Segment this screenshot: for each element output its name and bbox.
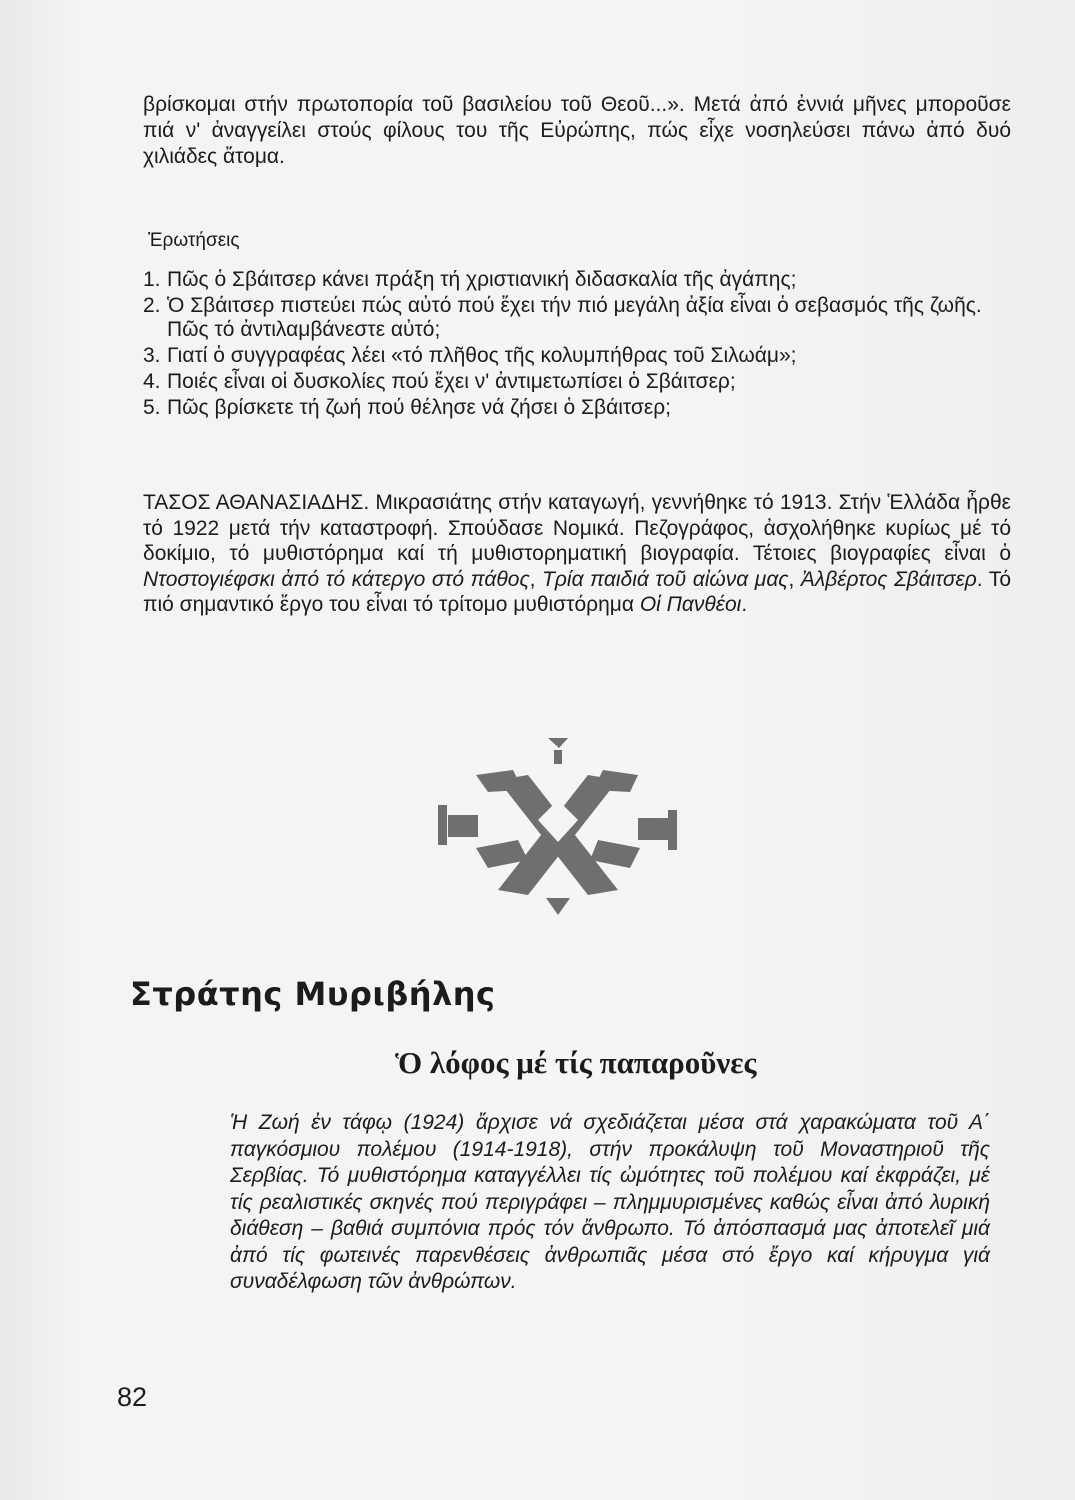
bio-separator: , — [788, 567, 801, 591]
bio-book-title: Τρία παιδιά τοῦ αἰώνα μας — [542, 567, 789, 591]
question-text: Ποιές εἶναι οἱ δυσκολίες πού ἔχει ν' ἀντιμετωπίσει ὁ Σβάιτσερ; — [167, 370, 736, 393]
ornament-block — [638, 818, 668, 840]
ornament-bar — [438, 805, 447, 845]
question-item — [143, 344, 1011, 368]
author-name: Στράτης Μυριβήλης — [130, 975, 496, 1013]
question-number: 3. — [143, 344, 161, 367]
bio-book-title: Ἀλβέρτος Σβάιτσερ — [800, 567, 977, 591]
ornament-bar — [668, 810, 677, 850]
question-text: Γιατί ὁ συγγραφέας λέει «τό πλῆθος τῆς κολυμπήθρας τοῦ Σιλωάμ»; — [167, 344, 797, 367]
bio-separator: , — [529, 567, 543, 591]
questions-list — [143, 268, 1011, 422]
ornament-mark — [554, 750, 562, 764]
cross-ornament-icon — [418, 730, 698, 920]
bio-text: ΤΑΣΟΣ ΑΘΑΝΑΣΙΑΔΗΣ. Μικρασιάτης στήν καταγωγή, γεννήθηκε τό 1913. Στήν Ἑλλάδα ἦρθε τό 1922 μετά τήν καταστροφή. Σπούδασε Νομικά. Πεζογράφος, ἀσχολήθηκε κυρίως μέ τό δοκίμιο, τό μυθιστόρημα καί τή μυθιστορηματική βιογραφία. Τέτοιες βιογραφίες εἶναι ὁ — [143, 491, 1011, 565]
ornament-arm — [590, 840, 640, 868]
bio-text: . Τό πιό σημαντικό ἔργο του εἶναι τό τρίτομο μυθιστόρημα — [143, 567, 1012, 616]
work-summary: Ἡ Ζωή ἐν τάφῳ (1924) ἄρχισε νά σχεδιάζεται μέσα στά χαρακώματα τοῦ Α΄ παγκόσμιου πολέμου (1914-1918), στήν προκάλυψη τοῦ Μοναστηριοῦ τῆς Σερβίας. Τό μυθιστόρημα καταγγέλλει τίς ὠμότητες τοῦ πολέμου καί ἐκφράζει, μέ τίς ρεαλιστικές σκηνές πού περιγράφει – πλημμυρισμένες καθώς εἶναι ἀπό λυρική διάθεση – βαθιά συμπόνια πρός τόν ἄνθρωπο. Τό ἀπόσπασμά μας ἀποτελεῖ μιά ἀπό τίς φωτεινές παρενθέσεις ἀνθρωπιᾶς μέσα στό ἔργο καί κήρυγμα γιά συναδέλφωση τῶν ἀνθρώπων. — [230, 1111, 990, 1293]
question-text: Πῶς ὁ Σβάιτσερ κάνει πράξη τή χριστιανική διδασκαλία τῆς ἀγάπης; — [167, 268, 797, 291]
question-item — [143, 268, 1011, 292]
ornament-mark — [548, 738, 568, 748]
questions-heading: Ἐρωτήσεις — [148, 230, 240, 251]
author-biography — [143, 490, 1011, 618]
question-number: 4. — [143, 370, 161, 393]
chapter-title: Ὁ λόφος μέ τίς παπαροῦνες — [395, 1045, 757, 1080]
bio-book-title: Ντοστογιέφσκι ἀπό τό κάτεργο στό πάθος — [143, 567, 530, 591]
question-text: Πῶς βρίσκετε τή ζωή πού θέλησε νά ζήσει ὁ Σβάιτσερ; — [167, 396, 671, 419]
page-number: 82 — [117, 1382, 148, 1412]
question-number: 2. — [143, 294, 161, 317]
question-number: 5. — [143, 396, 161, 419]
question-item — [143, 370, 1011, 394]
ornament-block — [448, 815, 478, 837]
question-text: Ὁ Σβάιτσερ πιστεύει πώς αὐτό πού ἔχει τήν πιό μεγάλη ἀξία εἶναι ὁ σεβασμός τῆς ζωῆς. Πῶς τό ἀντιλαμβάνεστε αὐτό; — [167, 294, 982, 341]
ornament-mark — [546, 898, 570, 915]
question-number: 1. — [143, 268, 161, 291]
bio-book-title: Οἱ Πανθέοι — [639, 593, 742, 616]
bio-end: . — [741, 593, 748, 616]
question-item — [143, 396, 1011, 420]
question-item — [143, 294, 1011, 342]
intro-paragraph: βρίσκομαι στήν πρωτοπορία τοῦ βασιλείου τοῦ Θεοῦ...». Μετά ἀπό ἐννιά μῆνες μποροῦσε πιά ν' ἀναγγείλει στούς φίλους του τῆς Εὐρώπης, πώς εἶχε νοσηλεύσει πάνω ἀπό δυό χιλιάδες ἄτομα. — [143, 93, 1011, 168]
